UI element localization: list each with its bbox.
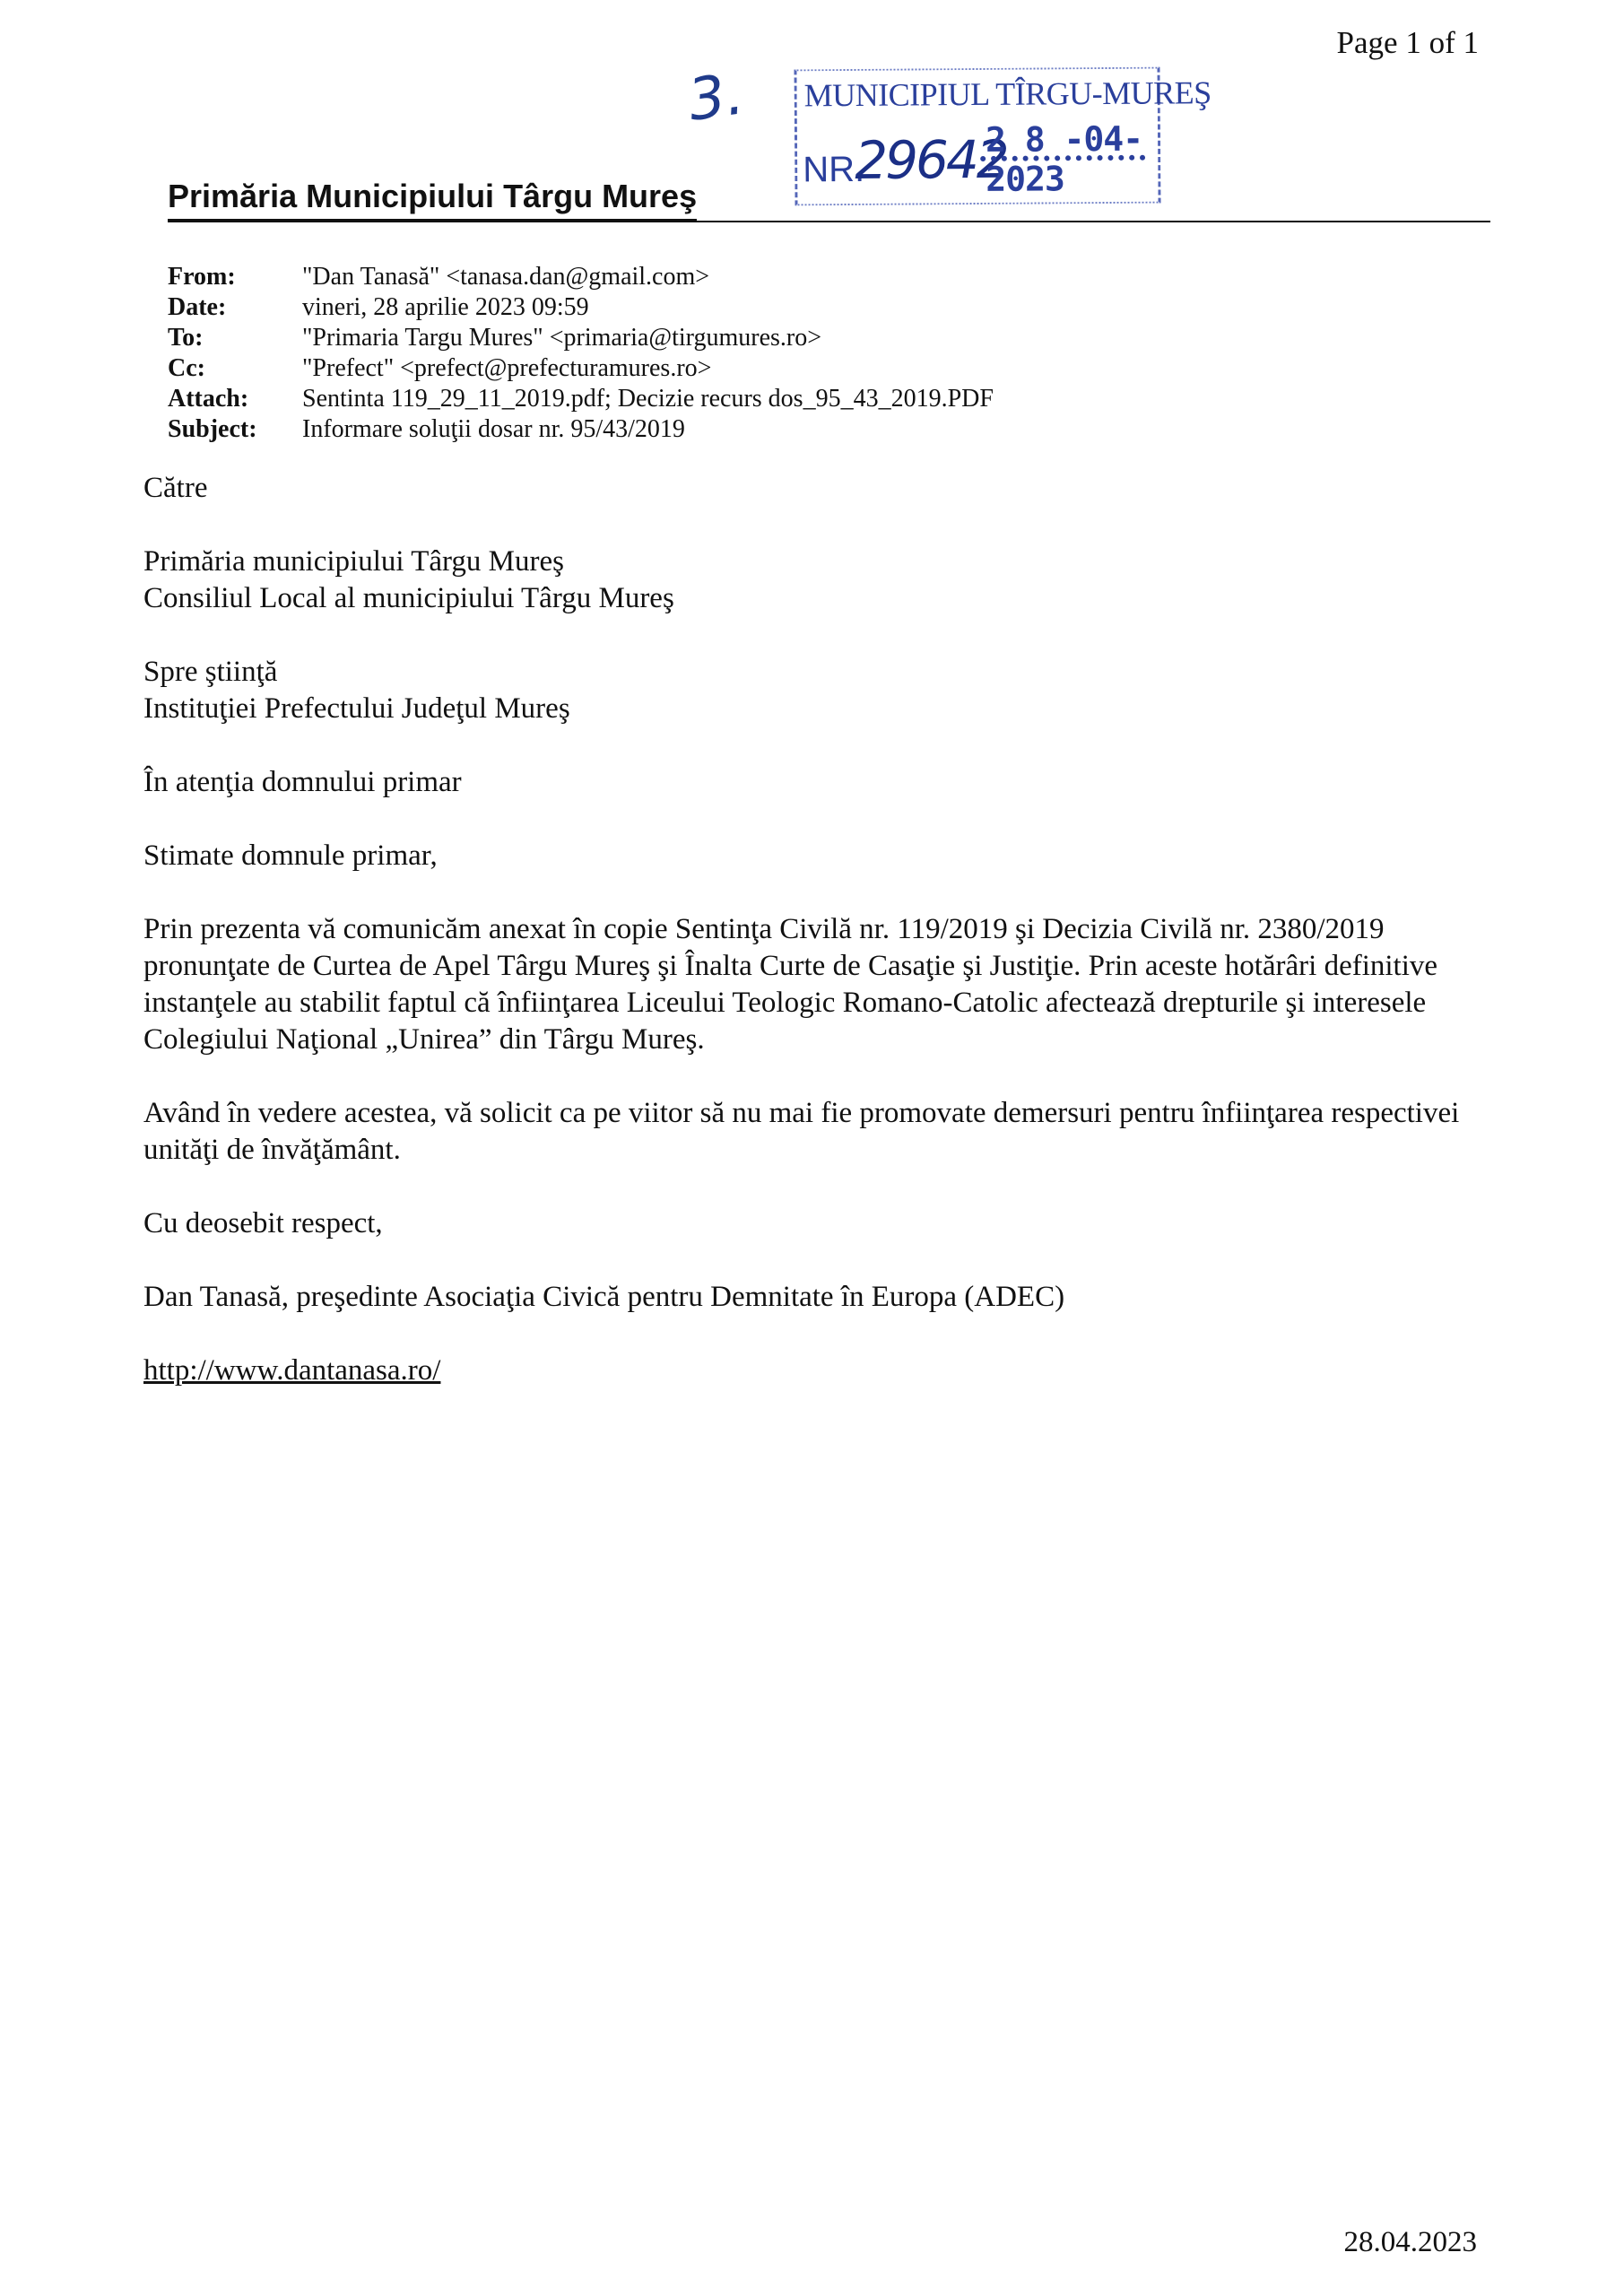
email-header-date xyxy=(168,292,994,323)
header-value: "Primaria Targu Mures" <primaria@tirgumures.ro> xyxy=(302,324,822,352)
email-header-to xyxy=(168,323,994,353)
page-number: Page 1 of 1 xyxy=(1336,25,1479,60)
closing: Cu deosebit respect, xyxy=(143,1207,383,1239)
header-value: "Prefect" <prefect@prefecturamures.ro> xyxy=(302,354,712,382)
header-value: Sentinta 119_29_11_2019.pdf; Decizie recurs dos_95_43_2019.PDF xyxy=(302,385,994,413)
stamp-authority: MUNICIPIUL TÎRGU-MUREŞ xyxy=(803,74,1211,114)
stamp-date: 2 8 -04- 2023 xyxy=(985,118,1143,199)
paragraph-1: Prin prezenta vă comunicăm anexat în copie Sentinţa Civilă nr. 119/2019 şi Decizia Civilă nr. 2380/2019 pronunţate de Curtea de Apel Târgu Mureş şi Înalta Curte de Casaţie şi Justiţie. Prin aceste hotărâri definitive instanţele au stabilit faptul că înfiinţarea Liceului Teologic Romano-Catolic afectează drepturile şi interesele Colegiului Naţional „Unirea” din Târgu Mureş. xyxy=(143,913,1438,1056)
footer-date: 28.04.2023 xyxy=(1343,2226,1477,2258)
cc-label: Spre ştiinţă xyxy=(143,656,278,688)
header-label: Cc: xyxy=(168,354,205,382)
recipient-2: Consiliul Local al municipiului Târgu Mureş xyxy=(143,582,674,614)
email-header-attach xyxy=(168,384,994,414)
email-headers xyxy=(168,262,994,445)
header-label: From: xyxy=(168,263,236,291)
header-value: Informare soluţii dosar nr. 95/43/2019 xyxy=(302,415,685,443)
header-label: Date: xyxy=(168,293,227,321)
website-link[interactable]: http://www.dantanasa.ro/ xyxy=(143,1354,441,1387)
attention-line: În atenţia domnului primar xyxy=(143,766,462,798)
signature: Dan Tanasă, preşedinte Asociaţia Civică pentru Demnitate în Europa (ADEC) xyxy=(143,1281,1065,1313)
letter-body xyxy=(143,470,1489,1389)
email-header-cc xyxy=(168,353,994,384)
recipient-1: Primăria municipiului Târgu Mureş xyxy=(143,545,564,578)
header-label: To: xyxy=(168,324,204,352)
stamp-nr-label: NR. xyxy=(803,149,865,190)
paragraph-2: Având în vedere acestea, vă solicit ca pe viitor să nu mai fie promovate demersuri pentru înfiinţarea respectivei unităţi de învăţământ. xyxy=(143,1097,1460,1166)
header-value: "Dan Tanasă" <tanasa.dan@gmail.com> xyxy=(302,263,710,291)
header-rule xyxy=(168,221,1490,222)
registration-stamp xyxy=(794,67,1211,206)
handwritten-mark: 3. xyxy=(684,61,748,135)
header-label: Attach: xyxy=(168,385,249,413)
stamp-nr-value: 29642 xyxy=(854,128,1007,191)
cc-recipient: Instituţiei Prefectului Judeţul Mureş xyxy=(143,692,570,725)
email-header-from xyxy=(168,262,994,292)
greeting: Stimate domnule primar, xyxy=(143,839,438,872)
to-label: Către xyxy=(143,472,208,504)
email-header-subject xyxy=(168,414,994,445)
header-org-title: Primăria Municipiului Târgu Mureş xyxy=(168,178,698,214)
header-label: Subject: xyxy=(168,415,257,443)
header-value: vineri, 28 aprilie 2023 09:59 xyxy=(302,293,589,321)
stamp-dotted-line xyxy=(980,155,1145,161)
